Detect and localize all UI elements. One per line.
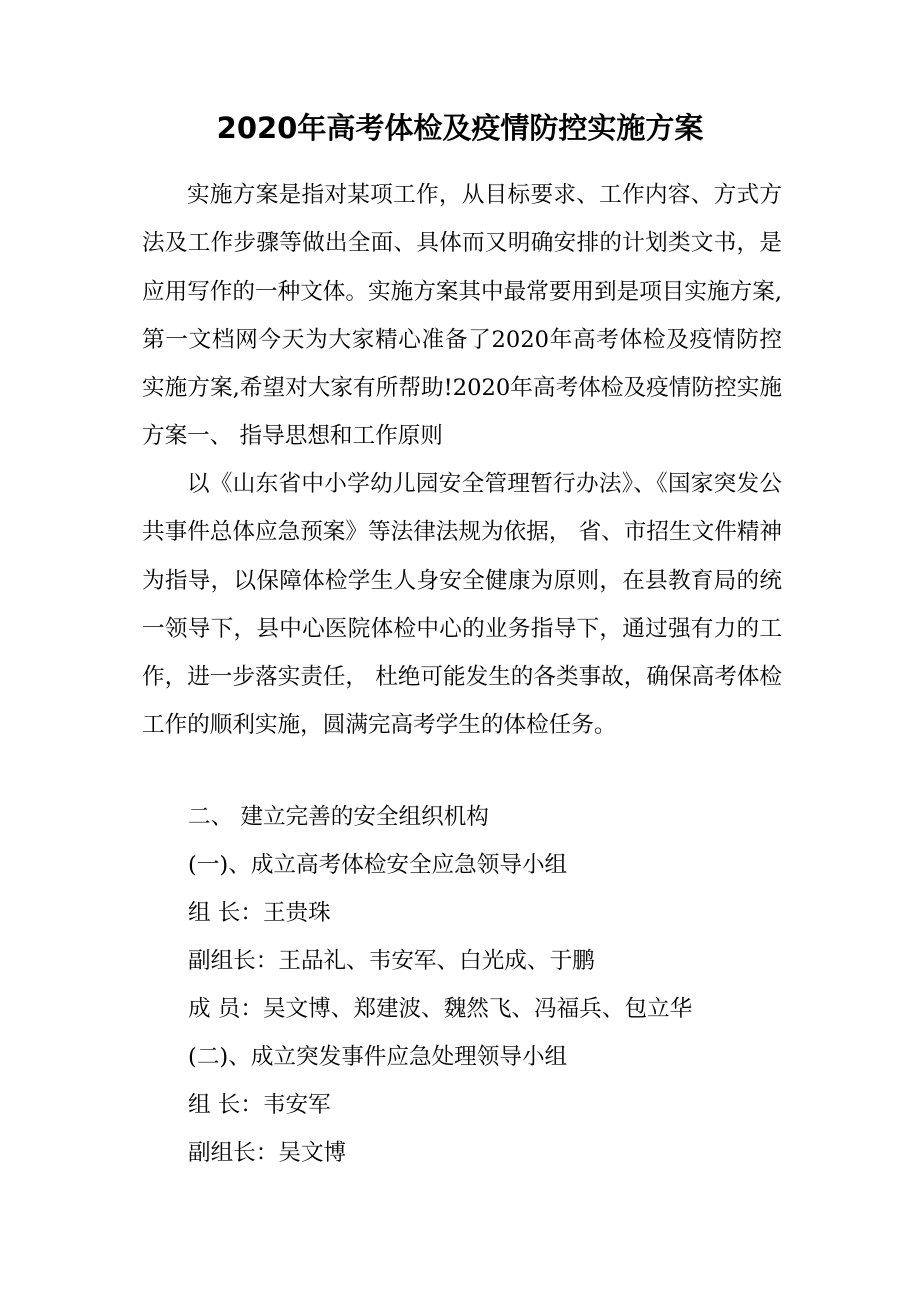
emergency-deputy-line: 副组长：吴文博 xyxy=(188,1140,347,1166)
principle-paragraph: 以《山东省中小学幼儿园安全管理暂行办法》、《国家突发公共事件总体应急预案》等法律法规为依据， 省、市招生文件精神为指导，以保障体检学生人身安全健康为原则，在县教育局的统一领导下，县中心医院体检中心的业务指导下，通过强有力的工作，进一步落实责任， 杜绝可能发生的各类事故，确保高考体检工作的顺利实施，圆满完高考学生的体检任务。 xyxy=(142,471,782,739)
members-line: 成 员：吴文博、郑建波、魏然飞、冯福兵、包立华 xyxy=(188,996,693,1022)
document-title: 2020年高考体检及疫情防控实施方案 xyxy=(216,111,704,145)
emergency-leader-line: 组 长：韦安军 xyxy=(188,1092,331,1118)
section-heading-organization: 二、 建立完善的安全组织机构 xyxy=(188,804,489,830)
group-leader-line: 组 长：王贵珠 xyxy=(188,900,331,926)
intro-paragraph: 实施方案是指对某项工作，从目标要求、工作内容、方式方法及工作步骤等做出全面、具体而又明确安排的计划类文书，是应用写作的一种文体。实施方案其中最常要用到是项目实施方案,第一文档网今天为大家精心准备了2020年高考体检及疫情防控实施方案,希望对大家有所帮助!2020年高考体检及疫情防控实施方案一、 指导思想和工作原则 xyxy=(142,182,782,450)
deputy-leader-line: 副组长：王品礼、韦安军、白光成、于鹏 xyxy=(188,948,595,974)
subsection-heading-emergency-group: (二)、成立突发事件应急处理领导小组 xyxy=(188,1044,568,1070)
subsection-heading-safety-group: (一)、成立高考体检安全应急领导小组 xyxy=(188,852,568,878)
